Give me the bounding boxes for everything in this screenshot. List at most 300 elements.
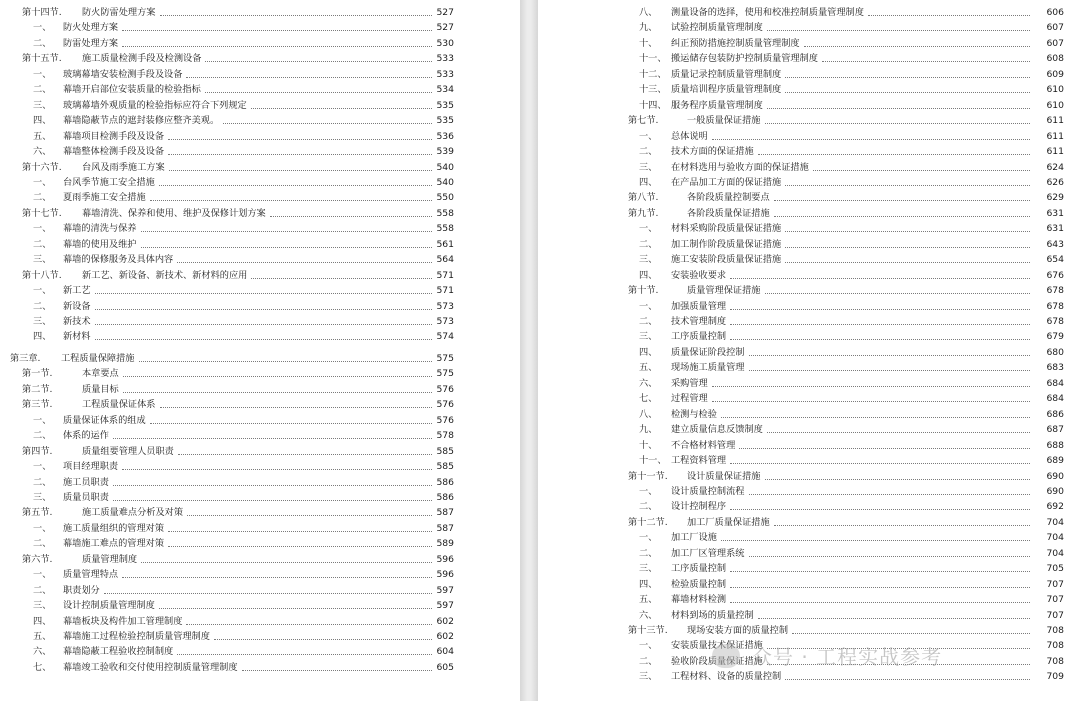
toc-entry-title: 新工艺、新设备、新技术、新材料的应用 — [82, 269, 248, 281]
toc-leader-dots — [177, 654, 432, 655]
toc-leader-dots — [251, 278, 432, 279]
toc-entry-page-number: 708 — [1046, 655, 1064, 667]
toc-entry-title: 幕墙的保修服务及具体内容 — [63, 254, 174, 266]
toc-entry-title: 质量培训程序质量管理制度 — [671, 84, 782, 96]
toc-entry[interactable] — [538, 376, 1080, 392]
toc-entry[interactable] — [538, 592, 1080, 608]
toc-leader-dots — [95, 324, 432, 325]
toc-entry[interactable] — [0, 252, 520, 268]
toc-leader-dots — [758, 154, 1030, 155]
toc-entry[interactable] — [538, 206, 1080, 222]
toc-entry-page-number: 607 — [1046, 22, 1064, 34]
toc-entry[interactable] — [0, 268, 520, 284]
toc-entry[interactable] — [0, 237, 520, 253]
toc-entry-page-number: 586 — [436, 476, 454, 488]
toc-entry-number: 一、 — [639, 532, 658, 544]
toc-entry[interactable] — [0, 314, 520, 330]
toc-entry-title: 防雷处理方案 — [63, 37, 119, 49]
toc-entry-title: 防火防雷处理方案 — [82, 7, 156, 18]
toc-entry-page-number: 540 — [436, 161, 454, 173]
toc-entry-number: 八、 — [639, 408, 658, 420]
toc-entry[interactable] — [0, 428, 520, 444]
toc-entry[interactable] — [0, 490, 520, 506]
toc-leader-dots — [187, 515, 432, 516]
toc-entry[interactable] — [0, 283, 520, 299]
toc-leader-dots — [822, 61, 1030, 62]
toc-entry-page-number: 530 — [436, 37, 454, 49]
toc-entry-title: 安装验收要求 — [671, 269, 727, 281]
toc-entry-title: 总体说明 — [671, 130, 708, 142]
toc-entry[interactable] — [538, 190, 1080, 206]
toc-entry[interactable] — [538, 577, 1080, 593]
toc-entry-number: 十三、 — [639, 84, 667, 96]
toc-entry-title: 采购管理 — [671, 377, 708, 389]
toc-entry-title: 幕墙清洗、保养和使用、维护及保修计划方案 — [82, 207, 266, 219]
toc-entry-title: 材料采购阶段质量保证措施 — [671, 223, 782, 235]
toc-entry-title: 质量管理特点 — [63, 569, 119, 581]
toc-entry[interactable] — [0, 129, 520, 145]
toc-entry-page-number: 708 — [1046, 640, 1064, 652]
toc-entry[interactable] — [0, 329, 520, 345]
toc-entry-number: 十四、 — [639, 99, 667, 111]
toc-entry-page-number: 561 — [436, 238, 454, 250]
toc-entry-number: 二、 — [639, 655, 658, 667]
toc-entry-number: 一、 — [639, 300, 658, 312]
toc-entry[interactable] — [0, 351, 520, 367]
toc-leader-dots — [160, 15, 432, 16]
toc-entry-number: 三、 — [33, 99, 52, 111]
toc-entry-number: 第十五节. — [22, 53, 62, 65]
toc-entry[interactable] — [0, 536, 520, 552]
toc-entry[interactable] — [0, 36, 520, 52]
toc-entry-title: 防火处理方案 — [63, 22, 119, 34]
toc-entry[interactable] — [0, 366, 520, 382]
toc-entry-page-number: 573 — [436, 300, 454, 312]
toc-entry[interactable] — [538, 144, 1080, 160]
toc-entry[interactable] — [0, 190, 520, 206]
toc-entry-title: 测量设备的选择，使用和校准控制质量管理制度 — [671, 7, 864, 18]
toc-entry-page-number: 597 — [436, 600, 454, 612]
toc-entry-number: 十一、 — [639, 455, 667, 467]
toc-entry-page-number: 573 — [436, 316, 454, 327]
toc-leader-dots — [774, 200, 1030, 201]
toc-entry-page-number: 605 — [436, 661, 454, 673]
toc-leader-dots — [141, 231, 432, 232]
toc-leader-dots — [785, 231, 1030, 232]
toc-entry-page-number: 678 — [1046, 300, 1064, 312]
toc-entry[interactable] — [538, 314, 1080, 330]
toc-entry-page-number: 575 — [436, 368, 454, 380]
toc-entry[interactable] — [538, 608, 1080, 624]
toc-entry-page-number: 608 — [1046, 53, 1064, 65]
toc-leader-dots — [730, 278, 1030, 279]
toc-entry-page-number: 596 — [436, 553, 454, 565]
toc-leader-dots — [785, 262, 1030, 263]
toc-entry[interactable] — [0, 459, 520, 475]
toc-entry-page-number: 684 — [1046, 393, 1064, 405]
toc-entry-page-number: 610 — [1046, 84, 1064, 96]
toc-entry[interactable] — [538, 221, 1080, 237]
toc-entry-number: 五、 — [33, 130, 52, 142]
toc-entry[interactable] — [538, 407, 1080, 423]
toc-entry-title: 技术方面的保证措施 — [671, 146, 754, 158]
toc-leader-dots — [730, 309, 1030, 310]
toc-entry-page-number: 586 — [436, 491, 454, 503]
toc-leader-dots — [730, 587, 1030, 588]
toc-entry-title: 工序质量控制 — [671, 331, 727, 343]
toc-entry-number: 第九节. — [628, 207, 659, 219]
toc-entry-number: 二、 — [33, 300, 52, 312]
toc-leader-dots — [765, 479, 1030, 480]
toc-entry-title: 幕墙材料检测 — [671, 594, 727, 606]
toc-entry-page-number: 679 — [1046, 331, 1064, 343]
toc-entry-title: 建立质量信息反馈制度 — [671, 424, 763, 436]
toc-entry-title: 在产品加工方面的保证措施 — [671, 176, 782, 188]
toc-entry-number: 二、 — [33, 476, 52, 488]
toc-entry[interactable] — [0, 629, 520, 645]
toc-entry-title: 质量记录控制质量管理制度 — [671, 68, 782, 80]
toc-entry-page-number: 576 — [436, 414, 454, 426]
toc-entry[interactable] — [0, 475, 520, 491]
toc-entry[interactable] — [538, 82, 1080, 98]
toc-entry-title: 质量管理制度 — [82, 553, 138, 565]
toc-leader-dots — [122, 46, 432, 47]
toc-entry-number: 第二节. — [22, 383, 53, 395]
toc-entry-title: 材料到场的质量控制 — [671, 609, 754, 621]
toc-entry-number: 十一、 — [639, 53, 667, 65]
toc-entry[interactable] — [538, 499, 1080, 515]
toc-leader-dots — [270, 216, 432, 217]
toc-entry-page-number: 578 — [436, 430, 454, 442]
toc-entry-number: 二、 — [33, 584, 52, 596]
toc-entry-title: 施工质量难点分析及对策 — [82, 507, 184, 519]
toc-entry-title: 幕墙的清洗与保养 — [63, 223, 137, 235]
toc-entry-page-number: 683 — [1046, 362, 1064, 374]
toc-entry[interactable] — [0, 160, 520, 176]
toc-entry-title: 设计控制程序 — [671, 501, 727, 513]
toc-entry-page-number: 626 — [1046, 176, 1064, 188]
document-page-left — [0, 0, 520, 701]
toc-entry[interactable] — [538, 20, 1080, 36]
toc-entry-title: 技术管理制度 — [671, 316, 727, 327]
toc-entry-title: 台风季节施工安全措施 — [63, 176, 155, 188]
toc-leader-dots — [251, 108, 432, 109]
wechat-icon — [712, 644, 740, 668]
toc-entry-page-number: 707 — [1046, 594, 1064, 606]
toc-leader-dots — [785, 185, 1030, 186]
toc-entry-number: 一、 — [639, 130, 658, 142]
toc-leader-dots — [150, 423, 432, 424]
toc-leader-dots — [205, 61, 432, 62]
toc-entry-number: 第六节. — [22, 553, 53, 565]
toc-entry-title: 质量组要管理人员职责 — [82, 445, 174, 457]
toc-entry-number: 六、 — [33, 146, 52, 158]
toc-leader-dots — [785, 247, 1030, 248]
toc-leader-dots — [169, 170, 432, 171]
toc-entry[interactable] — [538, 283, 1080, 299]
toc-entry[interactable] — [0, 660, 520, 676]
toc-entry-number: 二、 — [33, 430, 52, 442]
toc-leader-dots — [113, 485, 432, 486]
toc-entry[interactable] — [538, 345, 1080, 361]
toc-leader-dots — [95, 339, 432, 340]
toc-entry-page-number: 686 — [1046, 408, 1064, 420]
toc-entry-number: 五、 — [33, 631, 52, 642]
toc-entry-number: 一、 — [639, 640, 658, 652]
toc-entry-title: 服务程序质量管理制度 — [671, 99, 763, 111]
toc-entry[interactable] — [538, 422, 1080, 438]
toc-entry-number: 四、 — [639, 578, 658, 590]
toc-entry[interactable] — [538, 515, 1080, 531]
toc-leader-dots — [160, 407, 432, 408]
toc-entry[interactable] — [538, 175, 1080, 191]
toc-entry-page-number: 550 — [436, 192, 454, 204]
toc-entry-number: 十、 — [639, 439, 658, 451]
toc-leader-dots — [758, 618, 1030, 619]
toc-leader-dots — [159, 608, 432, 609]
toc-entry-page-number: 689 — [1046, 455, 1064, 467]
toc-entry-number: 二、 — [639, 547, 658, 559]
toc-leader-dots — [749, 370, 1030, 371]
toc-leader-dots — [168, 154, 432, 155]
toc-entry-title: 加工厂区管理系统 — [671, 547, 745, 559]
toc-entry[interactable] — [0, 221, 520, 237]
toc-leader-dots — [712, 401, 1030, 402]
toc-leader-dots — [712, 139, 1030, 140]
toc-entry-page-number: 535 — [436, 99, 454, 111]
toc-entry[interactable] — [0, 20, 520, 36]
toc-entry[interactable] — [0, 397, 520, 413]
toc-entry[interactable] — [538, 160, 1080, 176]
toc-entry-page-number: 606 — [1046, 7, 1064, 18]
toc-entry-page-number: 604 — [436, 646, 454, 658]
toc-entry-page-number: 705 — [1046, 563, 1064, 575]
toc-entry-number: 二、 — [33, 538, 52, 550]
toc-entry-page-number: 629 — [1046, 192, 1064, 204]
toc-entry-title: 夏雨季施工安全措施 — [63, 192, 146, 204]
toc-entry[interactable] — [538, 51, 1080, 67]
toc-entry[interactable] — [0, 567, 520, 583]
toc-entry[interactable] — [538, 299, 1080, 315]
toc-entry[interactable] — [538, 268, 1080, 284]
toc-entry[interactable] — [538, 113, 1080, 129]
toc-entry-title: 项目经理职责 — [63, 461, 119, 473]
toc-entry-title: 质量管理保证措施 — [687, 285, 761, 297]
toc-entry-number: 第十一节. — [628, 470, 668, 482]
toc-entry[interactable] — [0, 299, 520, 315]
toc-entry-number: 三、 — [639, 254, 658, 266]
toc-leader-dots — [721, 540, 1030, 541]
toc-leader-dots — [113, 438, 432, 439]
toc-entry[interactable] — [0, 206, 520, 222]
toc-entry-number: 七、 — [639, 393, 658, 405]
toc-entry[interactable] — [538, 469, 1080, 485]
toc-entry-number: 六、 — [33, 646, 52, 658]
toc-entry-number: 四、 — [639, 269, 658, 281]
toc-entry-number: 第十四节. — [22, 7, 62, 18]
toc-entry-title: 新设备 — [63, 300, 91, 312]
toc-entry[interactable] — [538, 98, 1080, 114]
toc-leader-dots — [123, 392, 432, 393]
toc-entry-page-number: 708 — [1046, 625, 1064, 636]
toc-leader-dots — [749, 355, 1030, 356]
toc-entry-page-number: 527 — [436, 7, 454, 18]
toc-entry-number: 第十六节. — [22, 161, 62, 173]
toc-entry[interactable] — [0, 598, 520, 614]
toc-leader-dots — [765, 293, 1030, 294]
toc-entry-title: 安装质量技术保证措施 — [671, 640, 763, 652]
toc-entry-page-number: 576 — [436, 399, 454, 411]
toc-entry[interactable] — [0, 5, 520, 21]
toc-leader-dots — [205, 92, 432, 93]
toc-entry-page-number: 527 — [436, 22, 454, 34]
toc-entry-title: 施工质量检测手段及检测设备 — [82, 53, 202, 65]
toc-entry[interactable] — [0, 413, 520, 429]
toc-entry-page-number: 571 — [436, 269, 454, 281]
toc-entry-title: 幕墙整体检测手段及设备 — [63, 146, 165, 158]
toc-entry-number: 四、 — [33, 615, 52, 627]
toc-entry-number: 九、 — [639, 22, 658, 34]
toc-entry-title: 工程材料、设备的质量控制 — [671, 671, 782, 683]
toc-entry-title: 设计质量保证措施 — [687, 470, 761, 482]
toc-entry-number: 三、 — [639, 563, 658, 575]
toc-entry[interactable] — [538, 484, 1080, 500]
toc-entry-page-number: 536 — [436, 130, 454, 142]
toc-entry-number: 八、 — [639, 7, 658, 18]
toc-entry-number: 四、 — [33, 331, 52, 343]
toc-entry-title: 质量员职责 — [63, 491, 109, 503]
toc-leader-dots — [242, 670, 432, 671]
toc-entry-page-number: 533 — [436, 53, 454, 65]
toc-entry-title: 现场安装方面的质量控制 — [687, 625, 789, 636]
toc-entry-title: 工程资料管理 — [671, 455, 727, 467]
toc-entry-number: 第五节. — [22, 507, 53, 519]
toc-leader-dots — [804, 46, 1030, 47]
toc-entry-page-number: 558 — [436, 223, 454, 235]
toc-entry-number: 第七节. — [628, 115, 659, 127]
toc-entry-page-number: 585 — [436, 445, 454, 457]
toc-entry-number: 四、 — [639, 346, 658, 358]
toc-entry[interactable] — [0, 583, 520, 599]
toc-entry[interactable] — [0, 521, 520, 537]
toc-entry[interactable] — [538, 129, 1080, 145]
toc-entry-title: 体系的运作 — [63, 430, 109, 442]
page-gutter — [520, 0, 538, 701]
toc-leader-dots — [95, 293, 432, 294]
toc-entry[interactable] — [538, 530, 1080, 546]
toc-entry[interactable] — [538, 329, 1080, 345]
toc-entry-page-number: 589 — [436, 538, 454, 550]
toc-entry[interactable] — [538, 453, 1080, 469]
toc-entry-page-number: 533 — [436, 68, 454, 80]
toc-entry-page-number: 684 — [1046, 377, 1064, 389]
toc-entry[interactable] — [538, 391, 1080, 407]
toc-entry-title: 质量保证体系的组成 — [63, 414, 146, 426]
toc-entry-page-number: 676 — [1046, 269, 1064, 281]
toc-entry-page-number: 611 — [1046, 115, 1064, 127]
toc-entry[interactable] — [0, 51, 520, 67]
toc-entry[interactable] — [0, 82, 520, 98]
toc-entry[interactable] — [0, 67, 520, 83]
toc-leader-dots — [159, 185, 432, 186]
toc-leader-dots — [785, 679, 1030, 680]
toc-leader-dots — [721, 417, 1030, 418]
toc-leader-dots — [765, 123, 1030, 124]
toc-leader-dots — [730, 339, 1030, 340]
toc-entry[interactable] — [538, 252, 1080, 268]
toc-entry-title: 施工质量组织的管理对策 — [63, 522, 165, 534]
toc-entry-title: 检测与检验 — [671, 408, 717, 420]
toc-entry-number: 四、 — [639, 176, 658, 188]
toc-entry[interactable] — [0, 144, 520, 160]
toc-entry-title: 质量保证阶段控制 — [671, 346, 745, 358]
toc-entry-number: 三、 — [33, 254, 52, 266]
toc-leader-dots — [712, 386, 1030, 387]
toc-entry[interactable] — [538, 67, 1080, 83]
toc-entry-number: 一、 — [33, 569, 52, 581]
toc-leader-dots — [813, 170, 1030, 171]
toc-entry-title: 加工制作阶段质量保证措施 — [671, 238, 782, 250]
toc-entry-number: 一、 — [33, 68, 52, 80]
toc-entry[interactable] — [0, 98, 520, 114]
toc-entry-page-number: 571 — [436, 285, 454, 297]
toc-entry[interactable] — [0, 175, 520, 191]
toc-entry[interactable] — [0, 614, 520, 630]
toc-entry-number: 一、 — [33, 414, 52, 426]
toc-entry-title: 工程质量保障措施 — [61, 352, 135, 364]
toc-entry-page-number: 596 — [436, 569, 454, 581]
toc-entry-page-number: 707 — [1046, 578, 1064, 590]
toc-entry-page-number: 678 — [1046, 285, 1064, 297]
toc-entry-page-number: 704 — [1046, 532, 1064, 544]
toc-entry[interactable] — [0, 113, 520, 129]
toc-entry-number: 二、 — [639, 501, 658, 513]
toc-entry-page-number: 576 — [436, 383, 454, 395]
toc-entry-number: 一、 — [33, 176, 52, 188]
toc-entry[interactable] — [0, 444, 520, 460]
toc-entry[interactable] — [538, 36, 1080, 52]
toc-entry[interactable] — [0, 382, 520, 398]
toc-leader-dots — [767, 432, 1030, 433]
toc-entry-title: 各阶段质量保证措施 — [687, 207, 770, 219]
toc-entry[interactable] — [538, 623, 1080, 639]
toc-entry-number: 九、 — [639, 424, 658, 436]
toc-entry[interactable] — [0, 552, 520, 568]
toc-entry-page-number: 704 — [1046, 516, 1064, 528]
toc-entry-number: 三、 — [639, 161, 658, 173]
toc-entry-number: 五、 — [639, 362, 658, 374]
toc-entry-title: 搬运储存包装防护控制质量管理制度 — [671, 53, 818, 65]
toc-entry[interactable] — [0, 505, 520, 521]
toc-entry-page-number: 678 — [1046, 316, 1064, 327]
toc-entry-page-number: 631 — [1046, 223, 1064, 235]
toc-entry-page-number: 609 — [1046, 68, 1064, 80]
toc-entry-title: 加强质量管理 — [671, 300, 727, 312]
toc-leader-dots — [122, 469, 432, 470]
toc-entry[interactable] — [538, 561, 1080, 577]
toc-entry[interactable] — [538, 360, 1080, 376]
toc-entry-page-number: 707 — [1046, 609, 1064, 621]
toc-entry-number: 一、 — [33, 522, 52, 534]
toc-entry-number: 三、 — [33, 600, 52, 612]
toc-entry-title: 幕墙施工难点的管理对策 — [63, 538, 165, 550]
toc-entry[interactable] — [538, 5, 1080, 21]
toc-entry[interactable] — [0, 644, 520, 660]
toc-entry[interactable] — [538, 237, 1080, 253]
toc-entry[interactable] — [538, 546, 1080, 562]
toc-entry[interactable] — [538, 438, 1080, 454]
toc-entry-title: 不合格材料管理 — [671, 439, 736, 451]
